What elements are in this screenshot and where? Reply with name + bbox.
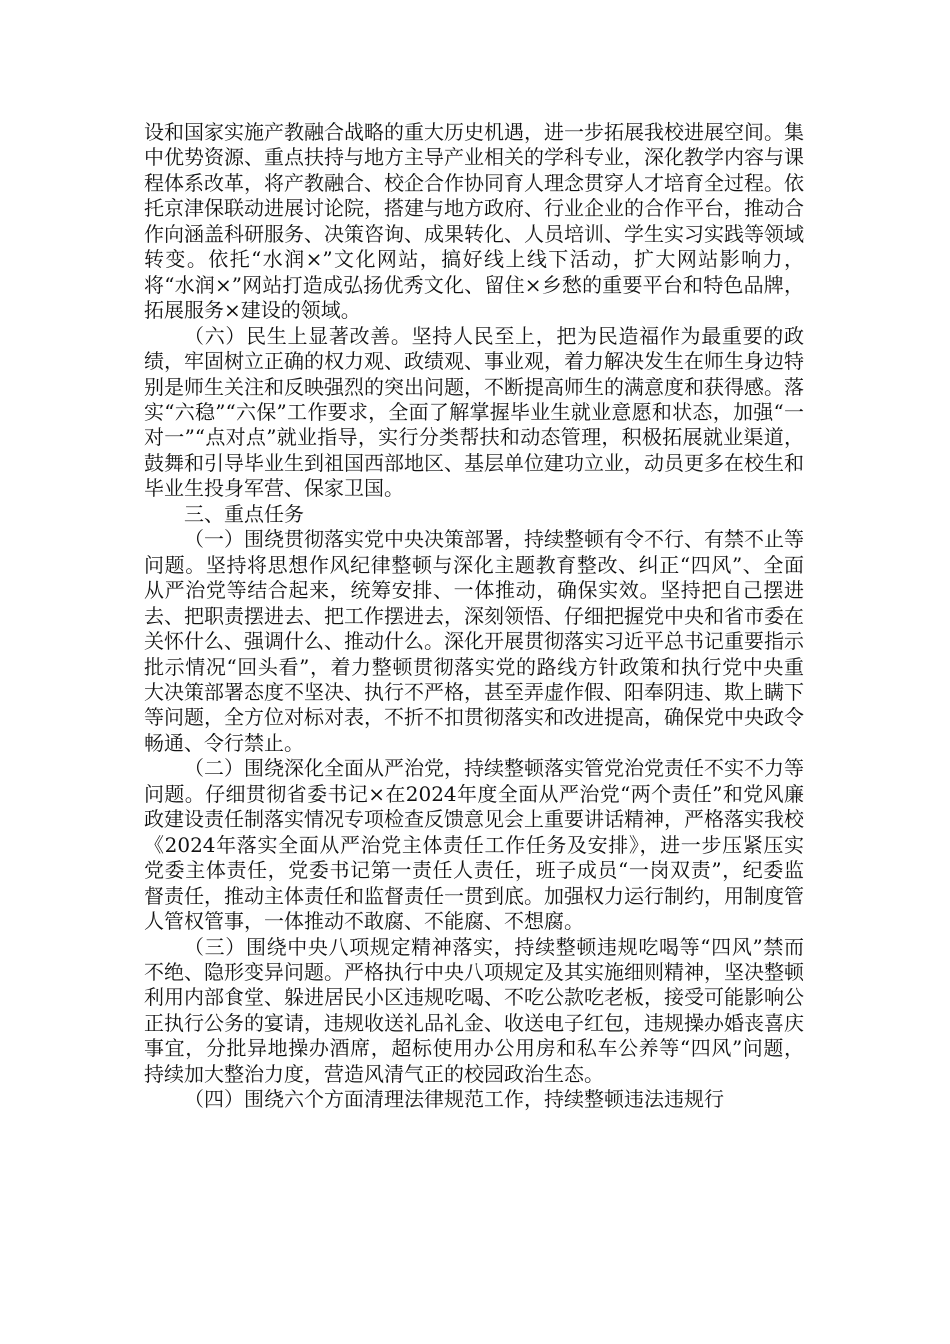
document-body: [144, 120, 804, 1113]
paragraph-task-three: （三）围绕中央八项规定精神落实，持续整顿违规吃喝等“四风”禁而不绝、隐形变异问题。严格执行中央八项规定及其实施细则精神，坚决整顿利用内部食堂、躲进居民小区违规吃喝、不吃公款吃老板，接受可能影响公正执行公务的宴请，违规收送礼品礼金、收送电子红包，违规操办婚丧喜庆事宜，分批异地操办酒席，超标使用办公用房和私车公养等“四风”问题，持续加大整治力度，营造风清气正的校园政治生态。: [144, 934, 804, 1086]
paragraph-task-two: （二）围绕深化全面从严治党，持续整顿落实管党治党责任不实不力等问题。仔细贯彻省委书记×在2024年度全面从严治党“两个责任”和党风廉政建设责任制落实情况专项检查反馈意见会上重要讲话精神，严格落实我校《2024年落实全面从严治党主体责任工作任务及安排》，进一步压紧压实党委主体责任，党委书记第一责任人责任，班子成员“一岗双责”，纪委监督责任，推动主体责任和监督责任一贯到底。加强权力运行制约，用制度管人管权管事，一体推动不敢腐、不能腐、不想腐。: [144, 756, 804, 934]
paragraph-task-one: （一）围绕贯彻落实党中央决策部署，持续整顿有令不行、有禁不止等问题。坚持将思想作风纪律整顿与深化主题教育整改、纠正“四风”、全面从严治党等结合起来，统筹安排、一体推动，确保实效。坚持把自己摆进去、把职责摆进去、把工作摆进去，深刻领悟、仔细把握党中央和省市委在关怀什么、强调什么、推动什么。深化开展贯彻落实习近平总书记重要指示批示情况“回头看”，着力整顿贯彻落实党的路线方针政策和执行党中央重大决策部署态度不坚决、执行不严格，甚至弄虚作假、阳奉阴违、欺上瞒下等问题，全方位对标对表，不折不扣贯彻落实和改进提高，确保党中央政令畅通、令行禁止。: [144, 527, 804, 755]
paragraph-section-six-livelihood: （六）民生上显著改善。坚持人民至上，把为民造福作为最重要的政绩，牢固树立正确的权力观、政绩观、事业观，着力解决发生在师生身边特别是师生关注和反映强烈的突出问题，不断提高师生的满意度和获得感。落实“六稳”“六保”工作要求，全面了解掌握毕业生就业意愿和状态，加强“一对一”“点对点”就业指导，实行分类帮扶和动态管理，积极拓展就业渠道，鼓舞和引导毕业生到祖国西部地区、基层单位建功立业，动员更多在校生和毕业生投身军营、保家卫国。: [144, 323, 804, 501]
paragraph-continuation: 设和国家实施产教融合战略的重大历史机遇，进一步拓展我校进展空间。集中优势资源、重点扶持与地方主导产业相关的学科专业，深化教学内容与课程体系改革，将产教融合、校企合作协同育人理念贯穿人才培育全过程。依托京津保联动进展讨论院，搭建与地方政府、行业企业的合作平台，推动合作向涵盖科研服务、决策咨询、成果转化、人员培训、学生实习实践等领域转变。依托“水润×”文化网站，搞好线上线下活动，扩大网站影响力，将“水润×”网站打造成弘扬优秀文化、留住×乡愁的重要平台和特色品牌，拓展服务×建设的领域。: [144, 120, 804, 323]
paragraph-task-four: （四）围绕六个方面清理法律规范工作，持续整顿违法违规行: [184, 1087, 724, 1112]
section-heading-key-tasks: 三、重点任务: [184, 501, 304, 526]
